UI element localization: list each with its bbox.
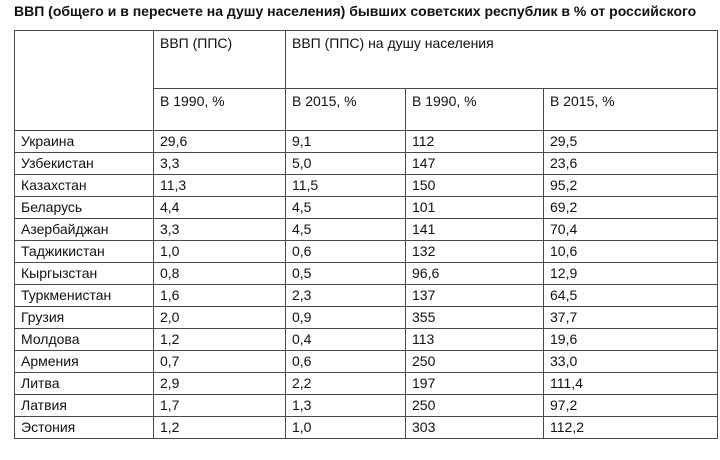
gdp-2015-cell: 9,1 xyxy=(286,131,406,153)
per-capita-2015-cell: 19,6 xyxy=(544,329,718,351)
gdp-1990-cell: 1,7 xyxy=(154,395,286,417)
table-row xyxy=(15,395,718,417)
header-gdp-2015: В 2015, % xyxy=(286,89,406,131)
gdp-2015-cell: 4,5 xyxy=(286,197,406,219)
gdp-1990-cell: 1,2 xyxy=(154,417,286,439)
country-cell: Беларусь xyxy=(15,197,154,219)
per-capita-1990-cell: 250 xyxy=(406,351,544,373)
per-capita-2015-cell: 64,5 xyxy=(544,285,718,307)
table-row xyxy=(15,373,718,395)
country-cell: Украина xyxy=(15,131,154,153)
gdp-1990-cell: 1,6 xyxy=(154,285,286,307)
table-row xyxy=(15,131,718,153)
gdp-2015-cell: 0,4 xyxy=(286,329,406,351)
gdp-2015-cell: 0,9 xyxy=(286,307,406,329)
per-capita-1990-cell: 355 xyxy=(406,307,544,329)
header-corner-cell xyxy=(15,31,154,131)
country-cell: Таджикистан xyxy=(15,241,154,263)
table-row xyxy=(15,219,718,241)
per-capita-1990-cell: 113 xyxy=(406,329,544,351)
per-capita-2015-cell: 95,2 xyxy=(544,175,718,197)
gdp-2015-cell: 1,0 xyxy=(286,417,406,439)
gdp-1990-cell: 29,6 xyxy=(154,131,286,153)
per-capita-1990-cell: 303 xyxy=(406,417,544,439)
per-capita-1990-cell: 250 xyxy=(406,395,544,417)
gdp-2015-cell: 2,2 xyxy=(286,373,406,395)
country-cell: Грузия xyxy=(15,307,154,329)
gdp-2015-cell: 4,5 xyxy=(286,219,406,241)
per-capita-2015-cell: 10,6 xyxy=(544,241,718,263)
table-body xyxy=(15,31,718,439)
table-row xyxy=(15,241,718,263)
per-capita-2015-cell: 70,4 xyxy=(544,219,718,241)
country-cell: Кыргызстан xyxy=(15,263,154,285)
country-cell: Литва xyxy=(15,373,154,395)
gdp-1990-cell: 4,4 xyxy=(154,197,286,219)
gdp-2015-cell: 0,6 xyxy=(286,351,406,373)
table-row xyxy=(15,263,718,285)
gdp-2015-cell: 11,5 xyxy=(286,175,406,197)
gdp-1990-cell: 3,3 xyxy=(154,219,286,241)
country-cell: Азербайджан xyxy=(15,219,154,241)
gdp-1990-cell: 3,3 xyxy=(154,153,286,175)
per-capita-2015-cell: 23,6 xyxy=(544,153,718,175)
per-capita-1990-cell: 101 xyxy=(406,197,544,219)
table-row xyxy=(15,417,718,439)
per-capita-2015-cell: 112,2 xyxy=(544,417,718,439)
gdp-1990-cell: 11,3 xyxy=(154,175,286,197)
per-capita-1990-cell: 197 xyxy=(406,373,544,395)
gdp-1990-cell: 2,9 xyxy=(154,373,286,395)
country-cell: Эстония xyxy=(15,417,154,439)
gdp-table xyxy=(14,30,718,439)
header-gdp-1990: В 1990, % xyxy=(154,89,286,131)
gdp-1990-cell: 0,7 xyxy=(154,351,286,373)
table-row xyxy=(15,175,718,197)
per-capita-1990-cell: 141 xyxy=(406,219,544,241)
country-cell: Туркменистан xyxy=(15,285,154,307)
country-cell: Молдова xyxy=(15,329,154,351)
country-cell: Узбекистан xyxy=(15,153,154,175)
table-row xyxy=(15,197,718,219)
per-capita-2015-cell: 97,2 xyxy=(544,395,718,417)
per-capita-1990-cell: 112 xyxy=(406,131,544,153)
gdp-2015-cell: 5,0 xyxy=(286,153,406,175)
per-capita-2015-cell: 12,9 xyxy=(544,263,718,285)
country-cell: Латвия xyxy=(15,395,154,417)
table-row xyxy=(15,307,718,329)
gdp-1990-cell: 1,2 xyxy=(154,329,286,351)
header-per-capita-1990: В 1990, % xyxy=(406,89,544,131)
gdp-1990-cell: 0,8 xyxy=(154,263,286,285)
per-capita-2015-cell: 69,2 xyxy=(544,197,718,219)
per-capita-1990-cell: 137 xyxy=(406,285,544,307)
header-per-capita-2015: В 2015, % xyxy=(544,89,718,131)
gdp-2015-cell: 1,3 xyxy=(286,395,406,417)
per-capita-1990-cell: 132 xyxy=(406,241,544,263)
per-capita-2015-cell: 111,4 xyxy=(544,373,718,395)
gdp-2015-cell: 0,6 xyxy=(286,241,406,263)
per-capita-1990-cell: 150 xyxy=(406,175,544,197)
table-row xyxy=(15,285,718,307)
country-cell: Казахстан xyxy=(15,175,154,197)
country-cell: Армения xyxy=(15,351,154,373)
table-row xyxy=(15,153,718,175)
gdp-2015-cell: 0,5 xyxy=(286,263,406,285)
per-capita-1990-cell: 96,6 xyxy=(406,263,544,285)
table-title: ВВП (общего и в пересчете на душу населения) бывших советских республик в % от российского xyxy=(14,3,697,19)
gdp-1990-cell: 1,0 xyxy=(154,241,286,263)
header-gdp-per-capita: ВВП (ППС) на душу населения xyxy=(286,31,718,89)
per-capita-2015-cell: 37,7 xyxy=(544,307,718,329)
per-capita-2015-cell: 33,0 xyxy=(544,351,718,373)
per-capita-1990-cell: 147 xyxy=(406,153,544,175)
table-row xyxy=(15,351,718,373)
gdp-2015-cell: 2,3 xyxy=(286,285,406,307)
header-gdp: ВВП (ППС) xyxy=(154,31,286,89)
per-capita-2015-cell: 29,5 xyxy=(544,131,718,153)
gdp-1990-cell: 2,0 xyxy=(154,307,286,329)
header-row-top xyxy=(15,31,718,89)
table-row xyxy=(15,329,718,351)
